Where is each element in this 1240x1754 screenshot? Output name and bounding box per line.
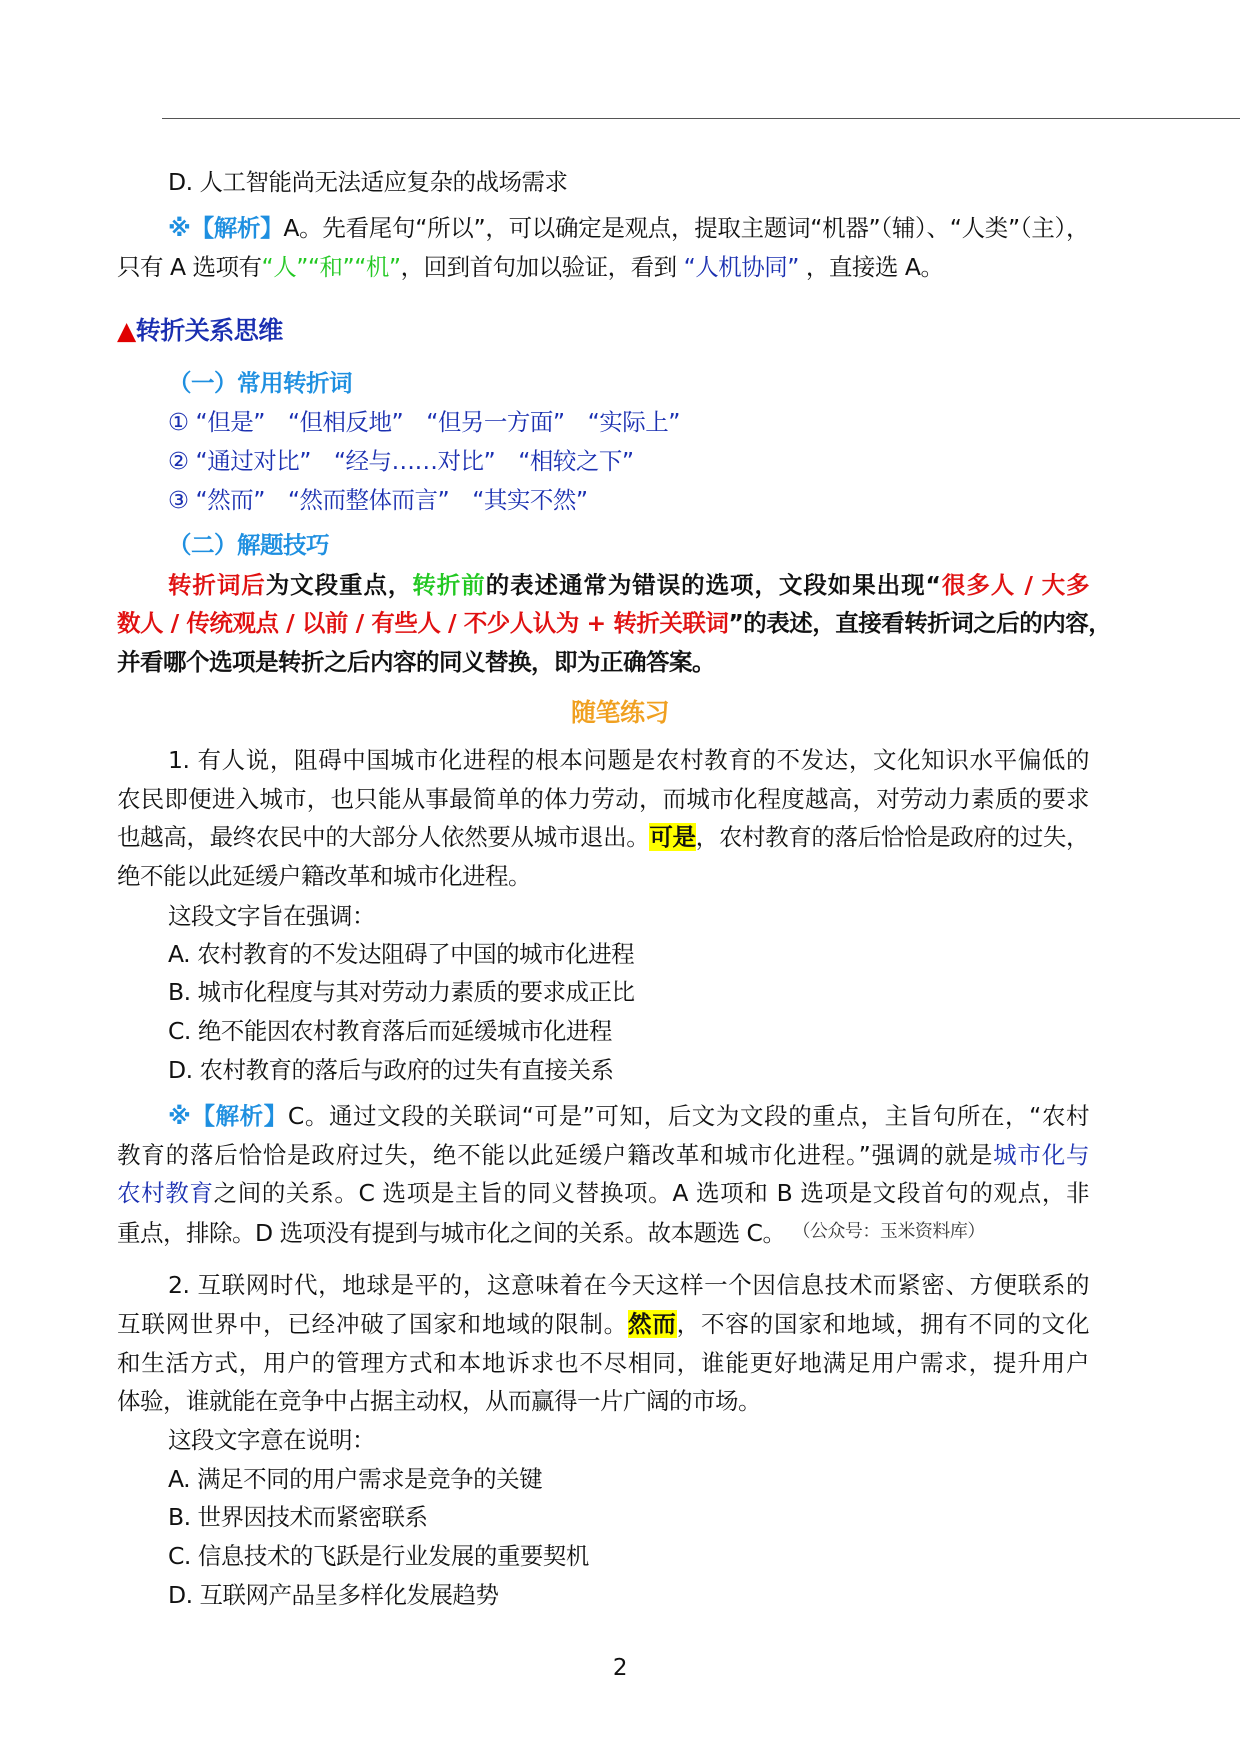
prev-option-d: D. 人工智能尚无法适应复杂的战场需求 xyxy=(168,168,568,196)
section-heading xyxy=(117,316,1089,346)
source-note: （公众号：玉米资料库） xyxy=(792,1221,985,1242)
prev-analysis-line xyxy=(117,252,1089,282)
list-item: ① “但是” “但相反地” “但另一方面” “实际上” xyxy=(168,408,680,436)
q2-text: ，不容的国家和地域，拥有不同的文化 xyxy=(676,1310,1090,1338)
q2-option-b: B. 世界因技术而紧密联系 xyxy=(168,1503,428,1531)
analysis-text: ，直接选 A。 xyxy=(798,253,944,281)
analysis-blue-text: 城市化与 xyxy=(993,1141,1089,1169)
subheading-2: （二）解题技巧 xyxy=(168,531,329,559)
q1-stem: 这段文字旨在强调： xyxy=(168,902,375,930)
q2-text: 互联网世界中，已经冲破了国家和地域的限制。 xyxy=(117,1310,628,1338)
tip-line xyxy=(117,608,1112,638)
analysis-green-text: “人”“和”“机” xyxy=(261,253,401,281)
analysis-text: 教育的落后恰恰是政府过失，绝不能以此延缓户籍改革和城市化进程。”强调的就是 xyxy=(117,1141,994,1169)
q1-option-d: D. 农村教育的落后与政府的过失有直接关系 xyxy=(168,1056,614,1084)
q2-line: 2. 互联网时代，地球是平的，这意味着在今天这样一个因信息技术而紧密、方便联系的 xyxy=(168,1271,1089,1299)
q1-option-b: B. 城市化程度与其对劳动力素质的要求成正比 xyxy=(168,978,635,1006)
practice-title: 随笔练习 xyxy=(570,698,669,727)
tip-red: 转折词后 xyxy=(168,571,266,599)
tip-red: 很多人 / 大多 xyxy=(940,571,1090,599)
analysis-text: ，回到首句加以验证，看到 xyxy=(400,253,684,281)
analysis-mark: ※ xyxy=(168,214,191,242)
analysis-label: 【解析】 xyxy=(191,1102,288,1130)
q1-option-c: C. 绝不能因农村教育落后而延缓城市化进程 xyxy=(168,1017,612,1045)
section-title: 转折关系思维 xyxy=(135,316,283,345)
analysis-text: C。通过文段的关联词“可是”可知，后文为文段的重点，主旨句所在，“农村 xyxy=(287,1102,1090,1130)
tip-text: 的表述通常为错误的选项，文段如果出现“ xyxy=(485,571,941,599)
list-item: ③ “然而” “然而整体而言” “其实不然” xyxy=(168,486,588,514)
q2-line xyxy=(117,1309,1089,1339)
highlight-keyword: 然而 xyxy=(628,1310,677,1338)
q1-analysis-line xyxy=(117,1140,1089,1170)
q1-line: 1. 有人说，阻碍中国城市化进程的根本问题是农村教育的不发达，文化知识水平偏低的 xyxy=(168,746,1089,774)
analysis-text: 只有 A 选项有 xyxy=(117,253,262,281)
q1-text: 也越高，最终农民中的大部分人依然要从城市退出。 xyxy=(117,823,650,851)
q1-line: 绝不能以此延缓户籍改革和城市化进程。 xyxy=(117,862,531,890)
analysis-text: 之间的关系。C 选项是主旨的同义替换项。A 选项和 B 选项是文段首句的观点，非 xyxy=(213,1179,1089,1207)
analysis-label: 【解析】 xyxy=(190,214,284,242)
q2-stem: 这段文字意在说明： xyxy=(168,1426,375,1454)
page-number: 2 xyxy=(612,1655,628,1681)
analysis-text: A。先看尾句“所以”，可以确定是观点，提取主题词“机器”（辅）、“人类”（主）， xyxy=(283,214,1090,242)
tip-red: 数人 / 传统观点 / 以前 / 有些人 / 不少人认为 + 转折关联词 xyxy=(117,609,729,637)
q1-line xyxy=(117,822,1089,852)
analysis-mark: ※ xyxy=(168,1102,192,1130)
q2-line: 和生活方式，用户的管理方式和本地诉求也不尽相同，谁能更好地满足用户需求，提升用户 xyxy=(117,1349,1089,1377)
analysis-text: 重点，排除。D 选项没有提到与城市化之间的关系。故本题选 C。 xyxy=(117,1219,786,1247)
q1-option-a: A. 农村教育的不发达阻碍了中国的城市化进程 xyxy=(168,940,635,968)
q1-analysis-line xyxy=(117,1217,1089,1248)
q2-option-a: A. 满足不同的用户需求是竞争的关键 xyxy=(168,1465,543,1493)
q1-analysis-line xyxy=(168,1101,1089,1131)
triangle-icon: ▲ xyxy=(117,316,136,345)
q1-text: ，农村教育的落后恰恰是政府的过失， xyxy=(695,823,1090,851)
tip-green: 转折前 xyxy=(412,571,486,599)
q1-analysis-line xyxy=(117,1178,1089,1208)
tip-line xyxy=(168,570,1089,600)
tip-text: ”的表述，直接看转折词之后的内容， xyxy=(728,609,1112,637)
tip-text: 为文段重点， xyxy=(265,571,413,599)
q2-option-d: D. 互联网产品呈多样化发展趋势 xyxy=(168,1581,499,1609)
analysis-blue-text: 农村教育 xyxy=(117,1179,214,1207)
list-item: ② “通过对比” “经与……对比” “相较之下” xyxy=(168,447,634,475)
q2-line: 体验，谁就能在竞争中占据主动权，从而赢得一片广阔的市场。 xyxy=(117,1387,761,1415)
subheading-1: （一）常用转折词 xyxy=(168,369,352,397)
prev-analysis-line xyxy=(168,213,1089,243)
analysis-blue-text: “人机协同” xyxy=(683,253,799,281)
q1-line: 农民即便进入城市，也只能从事最简单的体力劳动，而城市化程度越高，对劳动力素质的要求 xyxy=(117,785,1089,813)
highlight-keyword: 可是 xyxy=(649,823,696,851)
q2-option-c: C. 信息技术的飞跃是行业发展的重要契机 xyxy=(168,1542,589,1570)
tip-line: 并看哪个选项是转折之后内容的同义替换，即为正确答案。 xyxy=(117,648,715,676)
header-rule xyxy=(162,118,1240,119)
